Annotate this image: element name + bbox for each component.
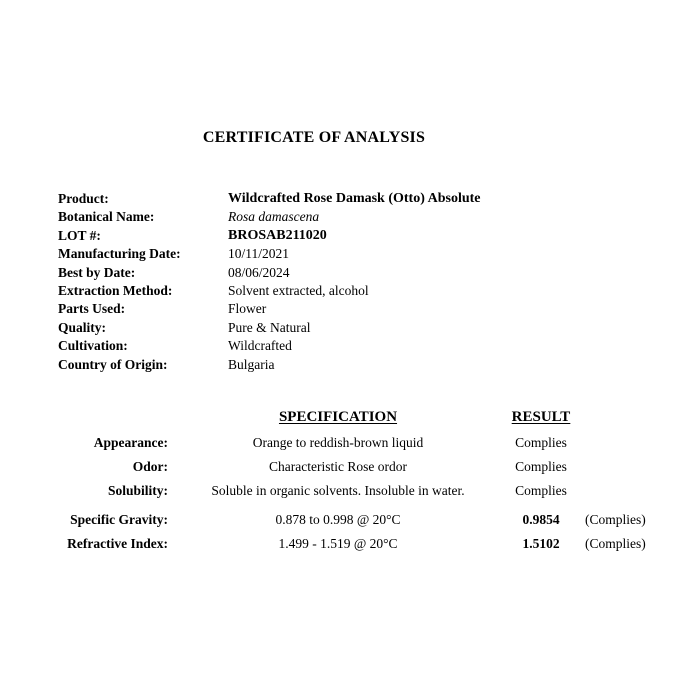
spec-label: Odor: bbox=[132, 459, 168, 474]
info-value-botanical-name: Rosa damascena bbox=[228, 209, 320, 225]
spec-result-note: (Complies) bbox=[585, 536, 646, 551]
result-header: RESULT bbox=[511, 409, 571, 425]
document-title: CERTIFICATE OF ANALYSIS bbox=[202, 129, 426, 146]
spec-specification: Orange to reddish-brown liquid bbox=[252, 435, 424, 450]
info-value-cultivation: Wildcrafted bbox=[228, 338, 292, 354]
info-label: Quality: bbox=[58, 319, 107, 335]
info-value-country-of-origin: Bulgaria bbox=[228, 356, 275, 372]
spec-label: Solubility: bbox=[107, 483, 168, 498]
spec-result-note: (Complies) bbox=[585, 512, 646, 527]
spec-result: Complies bbox=[515, 435, 567, 450]
spec-label: Refractive Index: bbox=[67, 536, 168, 551]
info-value-product: Wildcrafted Rose Damask (Otto) Absolute bbox=[228, 191, 481, 206]
info-value-parts-used: Flower bbox=[228, 301, 267, 317]
info-label: Botanical Name: bbox=[58, 209, 155, 225]
specification-header: SPECIFICATION bbox=[278, 409, 398, 425]
info-label: Extraction Method: bbox=[58, 282, 173, 298]
spec-label: Appearance: bbox=[93, 435, 168, 450]
spec-specification: Characteristic Rose ordor bbox=[269, 459, 407, 474]
spec-result: Complies bbox=[515, 459, 567, 474]
spec-specification: 0.878 to 0.998 @ 20°C bbox=[275, 512, 401, 527]
info-label: Manufacturing Date: bbox=[58, 246, 181, 262]
spec-row-solubility bbox=[0, 481, 700, 501]
spec-result: 0.9854 bbox=[522, 512, 560, 527]
info-label: LOT #: bbox=[58, 227, 101, 243]
info-value-extraction-method: Solvent extracted, alcohol bbox=[228, 282, 369, 298]
info-label: Best by Date: bbox=[58, 264, 136, 280]
info-value-lot: BROSAB211020 bbox=[228, 227, 327, 243]
spec-row-appearance bbox=[0, 433, 700, 453]
info-value-quality: Pure & Natural bbox=[228, 319, 311, 335]
spec-row-refractive-index bbox=[0, 534, 700, 554]
info-label: Country of Origin: bbox=[58, 356, 168, 372]
info-label: Parts Used: bbox=[58, 301, 126, 317]
info-label: Cultivation: bbox=[58, 338, 128, 354]
info-value-best-by-date: 08/06/2024 bbox=[228, 264, 290, 280]
spec-row-specific-gravity bbox=[0, 510, 700, 530]
info-value-manufacturing-date: 10/11/2021 bbox=[228, 246, 290, 262]
spec-result: 1.5102 bbox=[522, 536, 560, 551]
spec-specification: 1.499 - 1.519 @ 20°C bbox=[278, 536, 398, 551]
info-label: Product: bbox=[58, 191, 109, 206]
spec-row-odor bbox=[0, 457, 700, 477]
spec-specification: Soluble in organic solvents. Insoluble in water. bbox=[211, 483, 465, 498]
spec-label: Specific Gravity: bbox=[70, 512, 168, 527]
spec-result: Complies bbox=[515, 483, 567, 498]
